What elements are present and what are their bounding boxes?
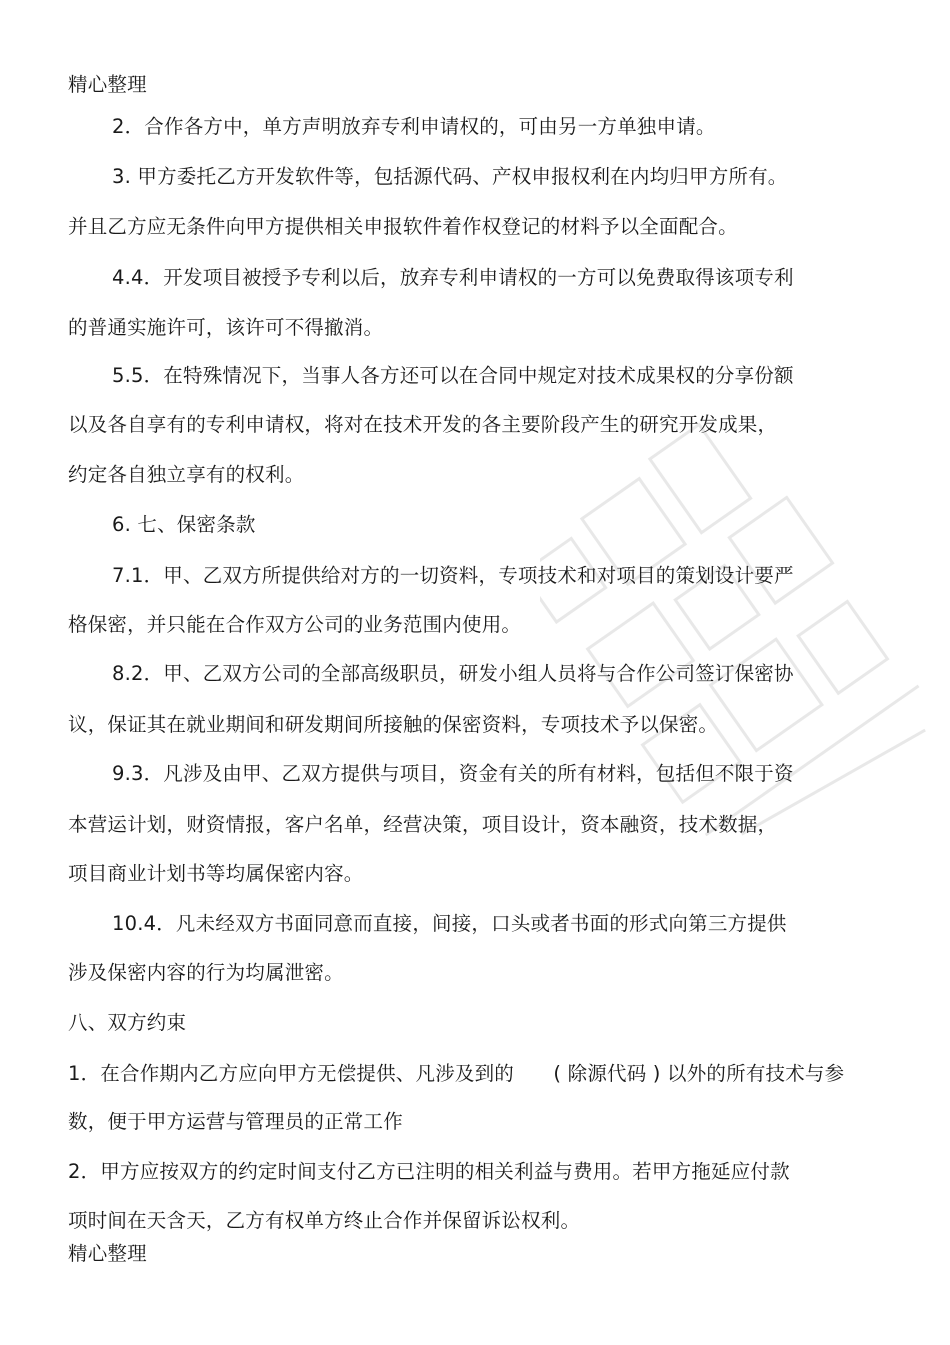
page-header: 精心整理 [68, 73, 147, 96]
page-footer: 精心整理 [68, 1242, 147, 1265]
paragraph-line: 4.4．开发项目被授予专利以后，放弃专利申请权的一方可以免费取得该项专利 [112, 266, 794, 289]
paragraph-line: 议，保证其在就业期间和研发期间所接触的保密资料，专项技术予以保密。 [68, 713, 719, 736]
paragraph-line: 数，便于甲方运营与管理员的正常工作 [68, 1110, 403, 1133]
section-heading: 八、双方约束 [68, 1011, 187, 1034]
paragraph-line: 2．合作各方中，单方声明放弃专利申请权的，可由另一方单独申请。 [112, 115, 716, 138]
paragraph-line: 2．甲方应按双方的约定时间支付乙方已注明的相关利益与费用。若甲方拖延应付款 [68, 1160, 790, 1183]
paragraph-line: 5.5．在特殊情况下，当事人各方还可以在合同中规定对技术成果权的分享份额 [112, 364, 794, 387]
section-heading: 6. 七、保密条款 [112, 513, 256, 536]
paragraph-line: 10.4．凡未经双方书面同意而直接，间接，口头或者书面的形式向第三方提供 [112, 912, 787, 935]
paragraph-line: 的普通实施许可，该许可不得撤消。 [68, 316, 384, 339]
paragraph-line: 9.3．凡涉及由甲、乙双方提供与项目，资金有关的所有材料，包括但不限于资 [112, 762, 794, 785]
paragraph-line: 项时间在天含天，乙方有权单方终止合作并保留诉讼权利。 [68, 1209, 581, 1232]
paragraph-line: 项目商业计划书等均属保密内容。 [68, 862, 364, 885]
paragraph-line: 涉及保密内容的行为均属泄密。 [68, 961, 344, 984]
paragraph-line: 3. 甲方委托乙方开发软件等，包括源代码、产权申报权利在内均归甲方所有。 [112, 165, 788, 188]
paragraph-line: 并且乙方应无条件向甲方提供相关申报软件着作权登记的材料予以全面配合。 [68, 215, 738, 238]
paragraph-line: 8.2．甲、乙双方公司的全部高级职员，研发小组人员将与合作公司签订保密协 [112, 662, 794, 685]
paragraph-line: 约定各自独立享有的权利。 [68, 463, 305, 486]
paragraph-line: 1．在合作期内乙方应向甲方无偿提供、凡涉及到的 ( 除源代码 ) 以外的所有技术与参 [68, 1062, 845, 1085]
paragraph-line: 本营运计划，财资情报，客户名单，经营决策，项目设计，资本融资，技术数据， [68, 813, 778, 836]
paragraph-line: 以及各自享有的专利申请权，将对在技术开发的各主要阶段产生的研究开发成果， [68, 413, 778, 436]
paragraph-line: 7.1．甲、乙双方所提供给对方的一切资料，专项技术和对项目的策划设计要严 [112, 564, 794, 587]
paragraph-line: 格保密，并只能在合作双方公司的业务范围内使用。 [68, 613, 522, 636]
